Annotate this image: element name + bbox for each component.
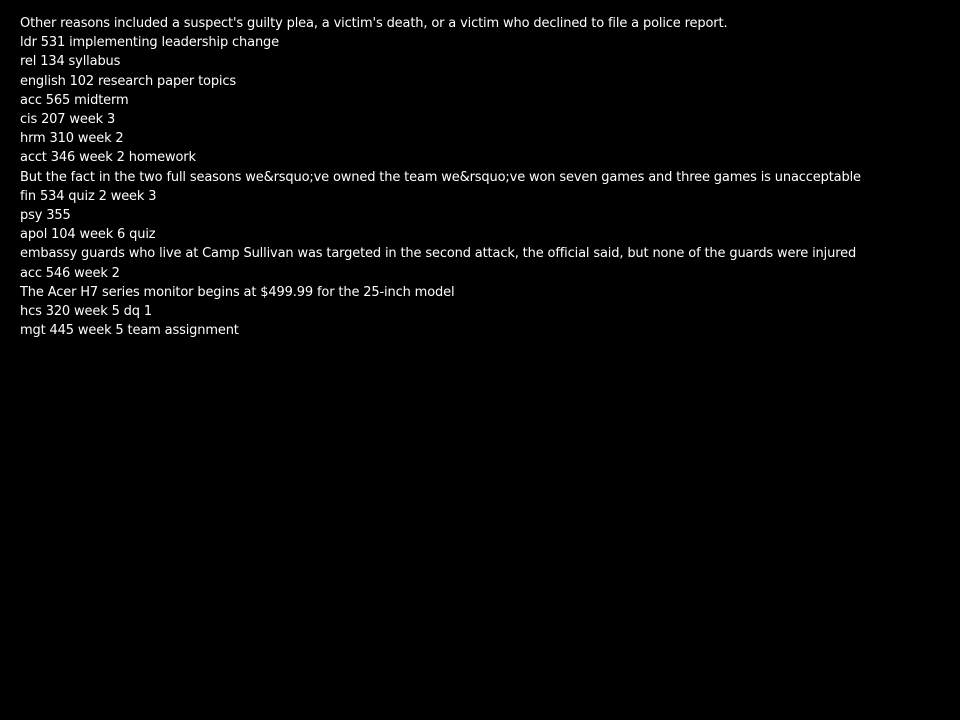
text-line: psy 355 [20,208,71,224]
text-line: mgt 445 week 5 team assignment [20,323,239,339]
text-line: acc 565 midterm [20,92,129,108]
text-line: apol 104 week 6 quiz [20,227,156,243]
text-line: rel 134 syllabus [20,54,121,70]
text-line: hcs 320 week 5 dq 1 [20,304,152,320]
text-line: acc 546 week 2 [20,265,120,281]
text-line: The Acer H7 series monitor begins at $499.99 for the 25-inch model [20,284,455,300]
text-block [20,14,945,340]
text-line: acct 346 week 2 homework [20,150,196,166]
text-line: cis 207 week 3 [20,112,116,128]
text-line: english 102 research paper topics [20,73,237,89]
text-line: fin 534 quiz 2 week 3 [20,188,157,204]
text-line: But the fact in the two full seasons we&rsquo;ve owned the team we&rsquo;ve won seven games and three games is unacceptable [20,169,861,185]
text-line: hrm 310 week 2 [20,131,124,147]
text-line: Other reasons included a suspect's guilty plea, a victim's death, or a victim who declined to file a police report. [20,16,728,31]
text-line: ldr 531 implementing leadership change [20,35,279,51]
text-line: embassy guards who live at Camp Sullivan was targeted in the second attack, the official said, but none of the guards were injured [20,246,857,262]
